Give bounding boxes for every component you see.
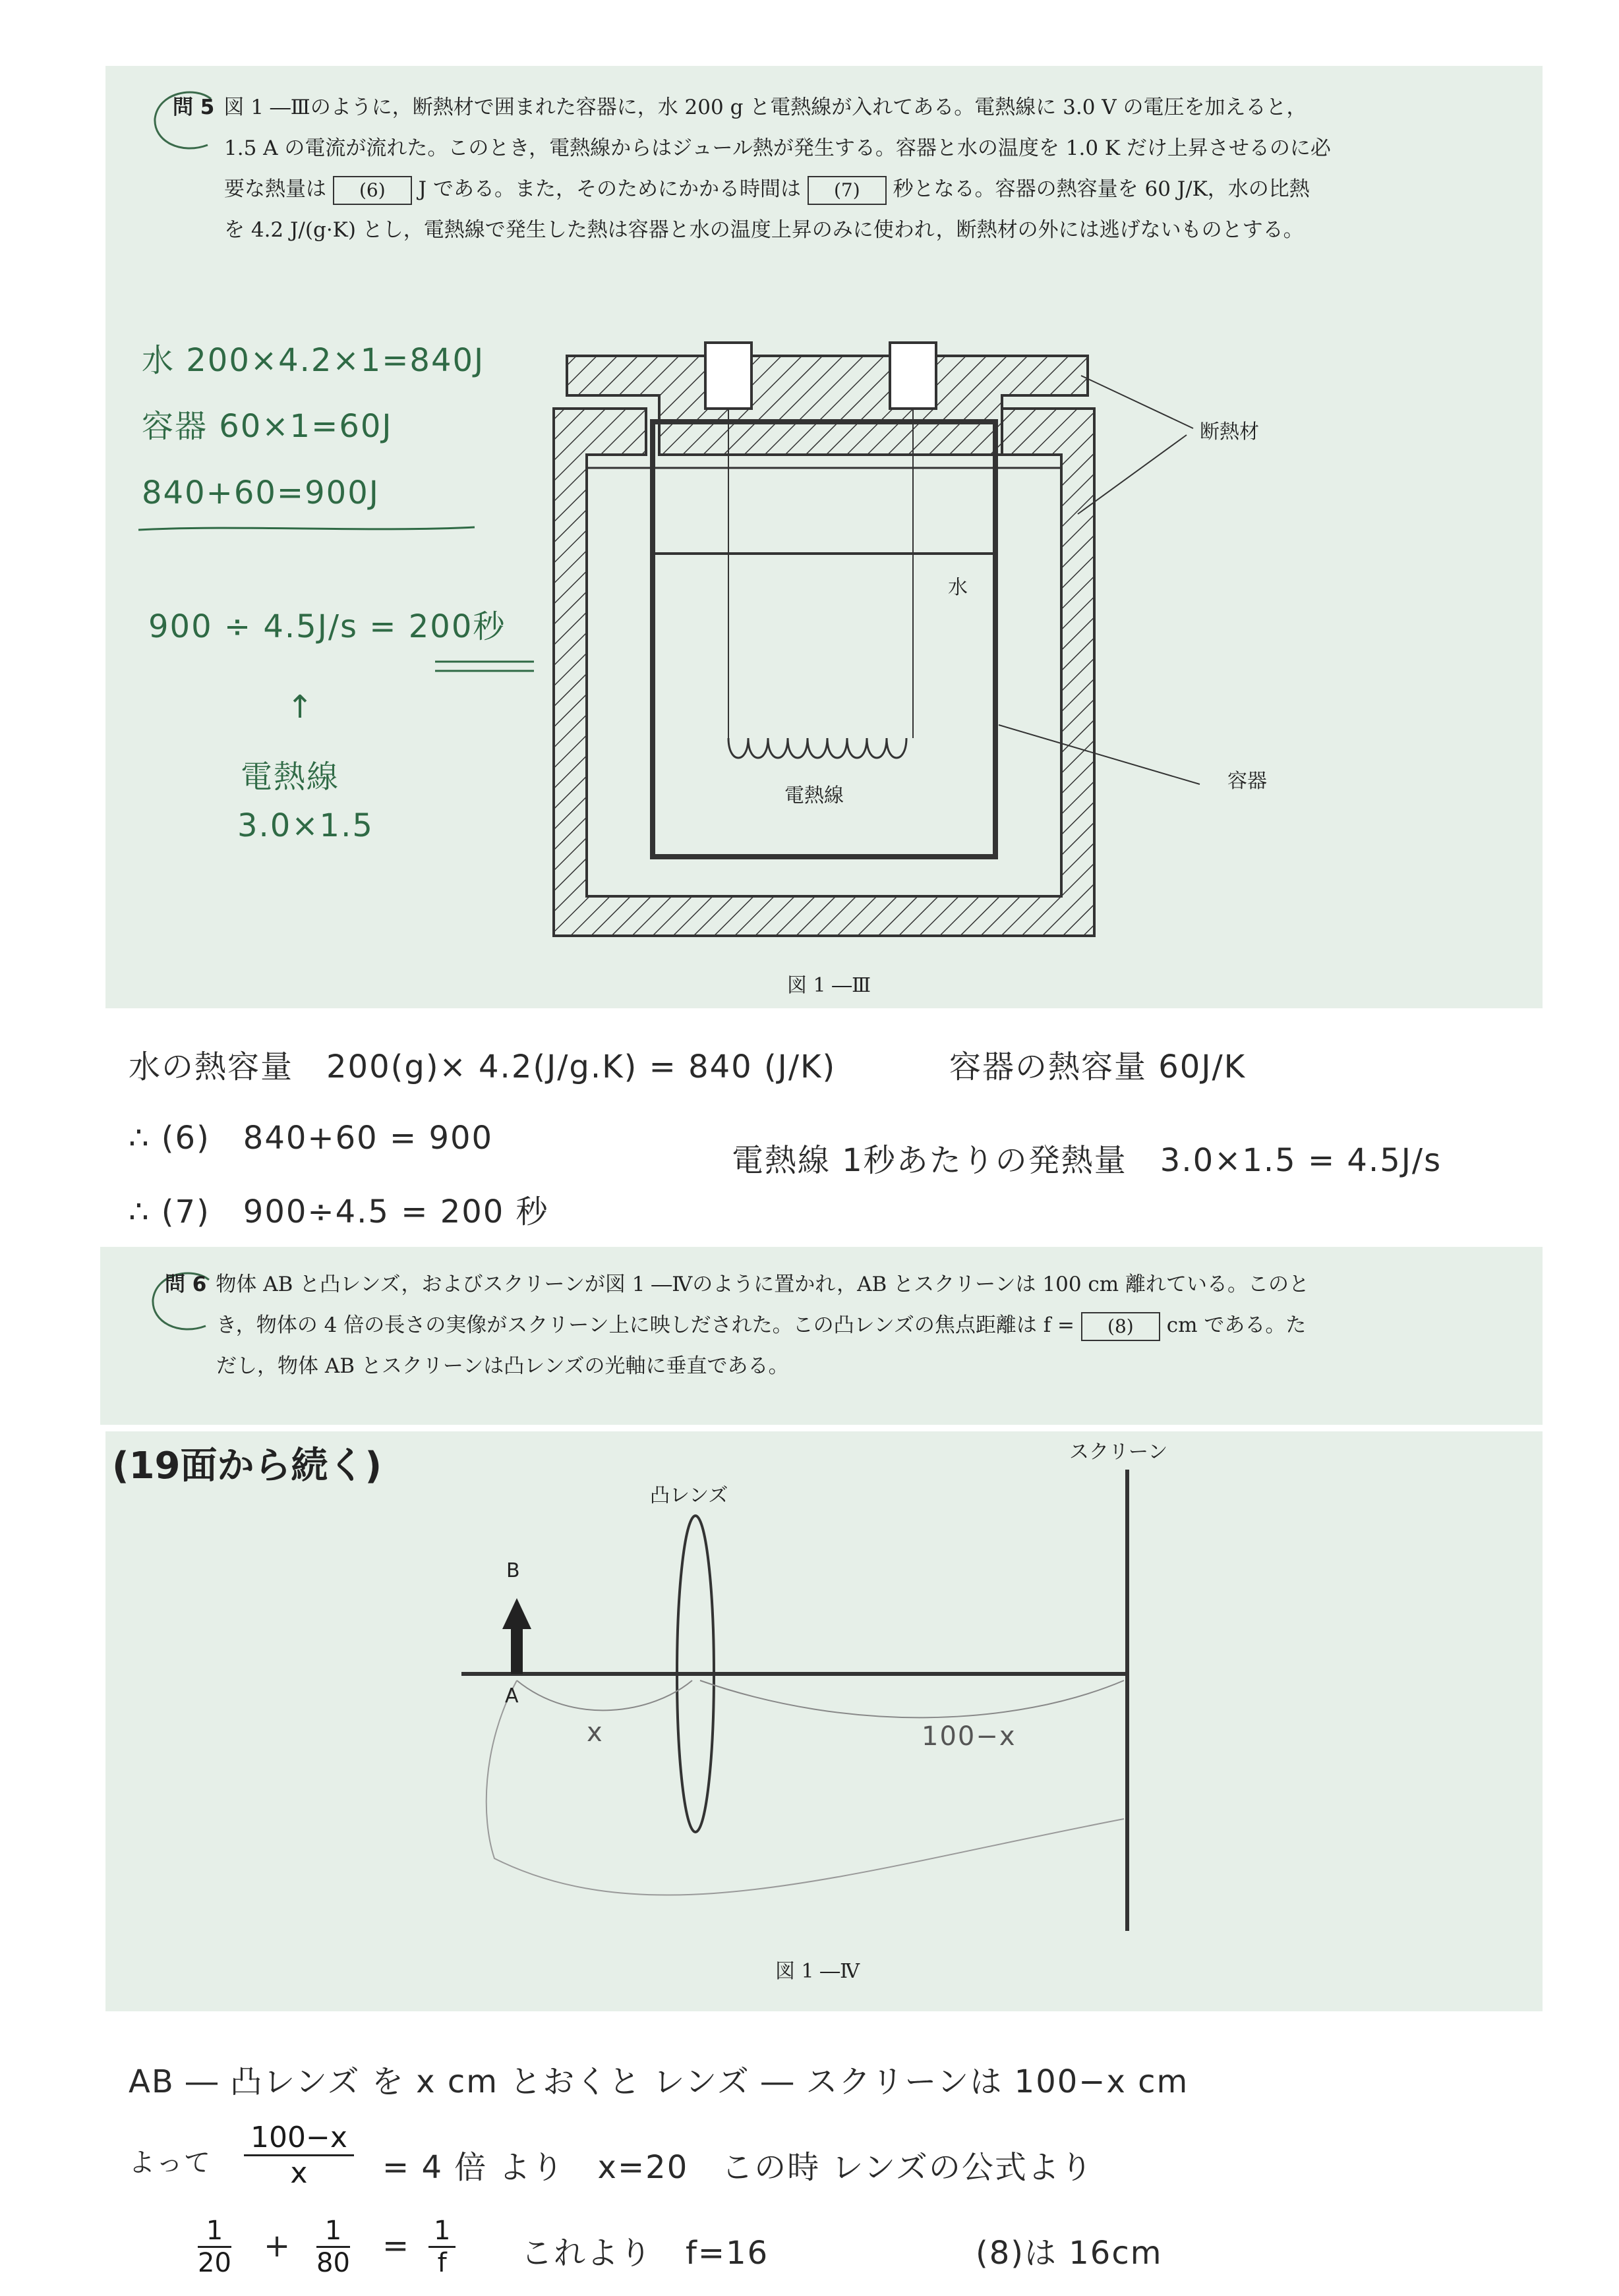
arc-total	[486, 1680, 1124, 1895]
q5-line-3c: 秒となる。容器の熱容量を 60 J/K，水の比熱	[893, 177, 1310, 201]
answer6-fraction-1	[198, 2216, 231, 2278]
ratio-numerator: 100−x	[244, 2121, 354, 2156]
answer6-line2b: = 4 倍 より x=20 この時 レンズの公式より	[382, 2149, 1094, 2186]
q5-line-2: 1.5 A の電流が流れた。このとき，電熱線からはジュール熱が発生する。容器と水の温度を 1.0 K だけ上昇させるのに必	[224, 136, 1331, 160]
figure-1-4-caption: 図 1 ―Ⅳ	[775, 1960, 860, 1983]
answer6-line3b: これより f=16	[521, 2235, 769, 2272]
frac1-num: 1	[198, 2216, 231, 2248]
q5-line-3a: 要な熱量は	[224, 177, 326, 201]
frac1-den: 20	[198, 2248, 231, 2278]
terminal-left	[705, 343, 751, 409]
frac3-num: 1	[428, 2216, 456, 2248]
q6-number: 問 6	[165, 1273, 207, 1296]
answer5-line1b: 容器の熱容量 60J/K	[949, 1048, 1247, 1085]
label-insulator: 断熱材	[1200, 420, 1259, 444]
margin-note-power: 3.0×1.5	[237, 807, 374, 844]
q6-line-2: き，物体の 4 倍の長さの実像がスクリーン上に映しだされた。この凸レンズの焦点距離は f =	[216, 1313, 1075, 1337]
margin-note-arrow: ↑	[287, 689, 315, 726]
answer5-line1a: 水の熱容量 200(g)× 4.2(J/g.K) = 840 (J/K)	[129, 1048, 837, 1085]
margin-underline	[138, 522, 481, 535]
terminal-right	[890, 343, 936, 409]
object-ab	[511, 1628, 523, 1674]
answer6-fraction-3	[428, 2216, 456, 2278]
arc-rest	[700, 1680, 1124, 1717]
label-rest: 100−x	[922, 1721, 1016, 1752]
figure-1-3-caption: 図 1 ―Ⅲ	[787, 974, 871, 997]
margin-note-heater: 電熱線	[241, 759, 340, 795]
equals-sign: =	[382, 2227, 411, 2264]
label-screen: スクリーン	[1069, 1441, 1168, 1464]
margin-note-container: 容器 60×1=60J	[142, 408, 393, 445]
margin-double-underline	[435, 658, 541, 677]
frac2-den: 80	[316, 2248, 350, 2278]
answer6-line1: AB ― 凸レンズ を x cm とおくと レンズ ― スクリーンは 100−x cm	[129, 2063, 1189, 2100]
q5-line-4: を 4.2 J/(g·K) とし，電熱線で発生した熱は容器と水の温度上昇のみに使われ，断熱材の外には逃げないものとする。	[224, 218, 1304, 242]
container-outline	[587, 468, 1061, 896]
heater-coil	[728, 738, 906, 758]
label-a: A	[505, 1684, 519, 1708]
q6-line-1: 物体 AB と凸レンズ，およびスクリーンが図 1 ―Ⅳのように置かれ，AB とスクリーンは 100 cm 離れている。このと	[216, 1273, 1310, 1296]
label-b: B	[506, 1559, 520, 1582]
answer5-line2b: 電熱線 1秒あたりの発熱量 3.0×1.5 = 4.5J/s	[732, 1142, 1442, 1179]
object-arrow-head	[502, 1598, 531, 1629]
continued-note: (19面から続く)	[112, 1445, 382, 1487]
q5-text	[173, 87, 1531, 250]
margin-note-time: 900 ÷ 4.5J/s = 200秒	[148, 608, 506, 645]
blank-6: (6)	[333, 176, 412, 205]
answer6-fraction-2	[316, 2216, 350, 2278]
frac3-den: f	[437, 2248, 447, 2278]
arc-x	[517, 1680, 692, 1710]
margin-note-sum: 840+60=900J	[142, 474, 380, 511]
label-heater: 電熱線	[784, 784, 844, 807]
q5-number: 問 5	[173, 96, 215, 119]
q6-line-2b: cm である。た	[1166, 1313, 1307, 1337]
blank-8: (8)	[1081, 1312, 1160, 1341]
answer6-line2a: よって	[129, 2148, 212, 2178]
label-water: 水	[948, 576, 968, 599]
label-container: 容器	[1227, 770, 1267, 793]
q5-line-3b: J である。また，そのためにかかる時間は	[418, 177, 801, 201]
answer6-line3c: (8)は 16cm	[976, 2235, 1163, 2272]
frac2-num: 1	[316, 2216, 350, 2248]
blank-7: (7)	[808, 176, 887, 205]
label-x: x	[587, 1717, 604, 1748]
q6-line-3: だし，物体 AB とスクリーンは凸レンズの光軸に垂直である。	[216, 1354, 789, 1378]
answer6-fraction-ratio	[244, 2121, 354, 2190]
margin-note-water: 水 200×4.2×1=840J	[142, 342, 485, 379]
ratio-denominator: x	[290, 2156, 308, 2190]
label-lens: 凸レンズ	[650, 1484, 728, 1507]
figure-1-4	[455, 1450, 1213, 1964]
q5-line-1: 図 1 ―Ⅲのように，断熱材で囲まれた容器に，水 200 g と電熱線が入れてある。電熱線に 3.0 V の電圧を加えると，	[223, 96, 1307, 119]
figure-1-3	[541, 330, 1200, 949]
answer5-line3: ∴ (7) 900÷4.5 = 200 秒	[129, 1193, 549, 1230]
plus-sign: +	[264, 2227, 292, 2264]
q6-text	[165, 1264, 1536, 1387]
answer5-line2: ∴ (6) 840+60 = 900	[129, 1120, 494, 1157]
